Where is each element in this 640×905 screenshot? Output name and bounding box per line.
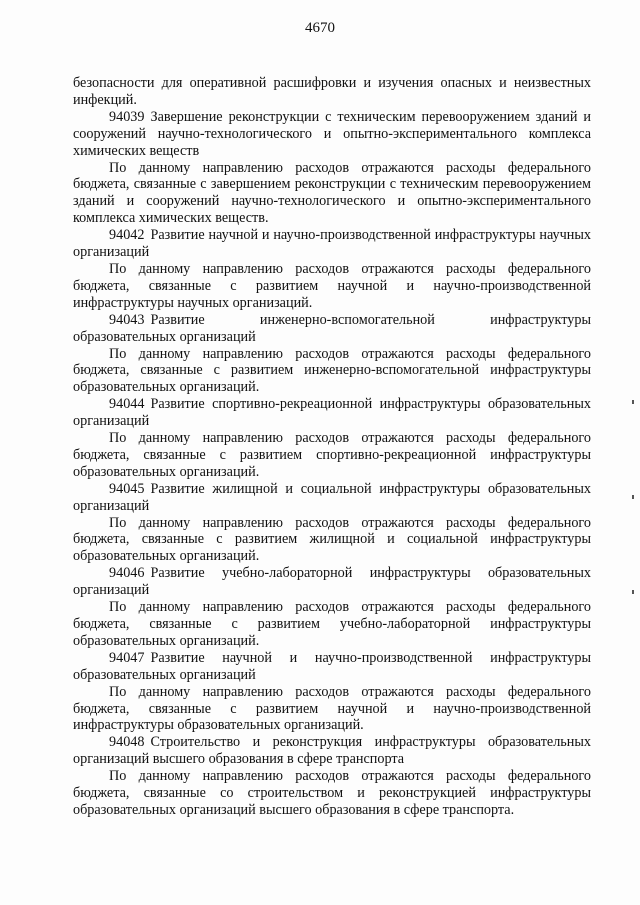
section-code: 94046 [109, 565, 145, 582]
section-94039 [73, 109, 591, 227]
section-heading [73, 109, 591, 160]
section-94044 [73, 396, 591, 481]
section-code: 94048 [109, 734, 145, 751]
section-title: Развитие научной и научно-производственной инфраструктуры научных организаций [73, 227, 591, 261]
section-code: 94045 [109, 480, 145, 497]
section-description: По данному направлению расходов отражаются расходы федерального бюджета, связанные с развитием жилищной и социальной инфраструктуры образовательных организаций. [73, 514, 591, 565]
section-title: Развитие жилищной и социальной инфраструктуры образовательных организаций [73, 480, 591, 514]
page-number: 4670 [305, 20, 335, 36]
scan-edge-mark [632, 590, 634, 594]
section-code: 94043 [109, 311, 145, 328]
section-94047 [73, 650, 591, 735]
intro-paragraph: безопасности для оперативной расшифровки и изучения опасных и неизвестных инфекций. [73, 75, 591, 108]
document-body [73, 75, 591, 819]
section-description: По данному направлению расходов отражаются расходы федерального бюджета, связанные с развитием инженерно-вспомогательной инфраструктуры образовательных организаций. [73, 345, 591, 396]
section-title: Развитие учебно-лабораторной инфраструктуры образовательных организаций [73, 565, 591, 599]
section-code: 94047 [109, 649, 145, 666]
section-heading [73, 565, 591, 599]
scan-edge-mark [632, 400, 634, 404]
section-heading [73, 396, 591, 430]
section-description: По данному направлению расходов отражаются расходы федерального бюджета, связанные с развитием научной и научно-производственной инфраструктуры образовательных организаций. [73, 683, 591, 734]
section-94048 [73, 734, 591, 819]
section-title: Завершение реконструкции с техническим перевооружением зданий и сооружений научно-технологического и опытно-экспериментального комплекса химических веществ [73, 108, 591, 159]
section-description: По данному направлению расходов отражаются расходы федерального бюджета, связанные с развитием учебно-лабораторной инфраструктуры образовательных организаций. [73, 599, 591, 649]
section-heading [73, 481, 591, 515]
section-description: По данному направлению расходов отражаются расходы федерального бюджета, связанные с развитием спортивно-рекреационной инфраструктуры образовательных организаций. [73, 430, 591, 480]
section-94043 [73, 312, 591, 397]
section-description: По данному направлению расходов отражаются расходы федерального бюджета, связанные с развитием научной и научно-производственной инфраструктуры научных организаций. [73, 260, 591, 311]
section-title: Развитие спортивно-рекреационной инфраструктуры образовательных организаций [73, 396, 591, 430]
section-94045 [73, 481, 591, 566]
section-94046 [73, 565, 591, 650]
section-heading [73, 650, 591, 684]
section-94042 [73, 227, 591, 312]
section-title: Развитие инженерно-вспомогательной инфраструктуры образовательных организаций [73, 311, 591, 345]
scan-edge-mark [632, 495, 634, 499]
section-title: Строительство и реконструкция инфраструктуры образовательных организаций высшего образования в сфере транспорта [73, 734, 591, 768]
section-heading [73, 227, 591, 261]
section-code: 94044 [109, 396, 145, 413]
section-heading [73, 312, 591, 346]
section-heading [73, 734, 591, 768]
section-code: 94042 [109, 227, 145, 244]
section-description: По данному направлению расходов отражаются расходы федерального бюджета, связанные с завершением реконструкции с техническим перевооружением зданий и сооружений научно-технологического и опытно-экспериментального комплекса химических веществ. [73, 159, 591, 227]
section-description: По данному направлению расходов отражаются расходы федерального бюджета, связанные со строительством и реконструкцией инфраструктуры образовательных организаций высшего образования в сфере транспорта. [73, 768, 591, 818]
section-title: Развитие научной и научно-производственной инфраструктуры образовательных организаций [73, 649, 591, 683]
section-code: 94039 [109, 108, 145, 125]
